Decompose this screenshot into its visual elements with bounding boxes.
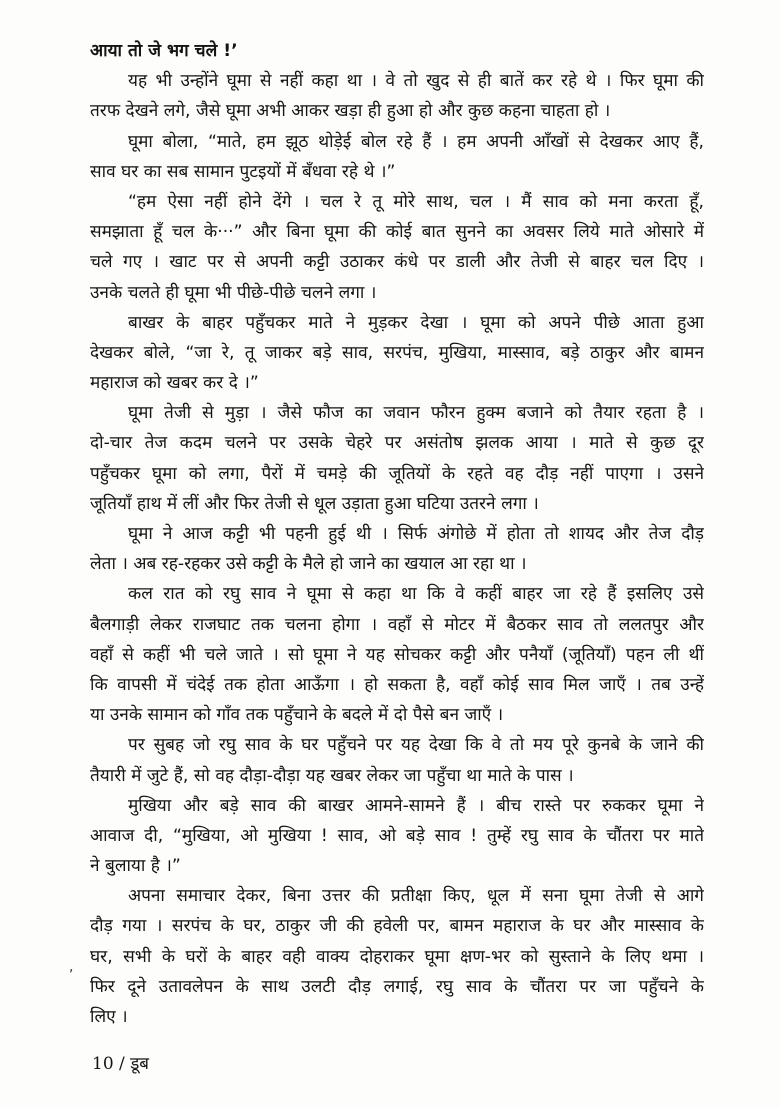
text-line: दो-चार तेज कदम चलने पर उसके चेहरे पर असंतोष झलक आया । माते से कुछ दूर bbox=[90, 433, 704, 454]
text-line: मुखिया और बड़े साव की बाखर आमने-सामने हैं । बीच रास्ते पर रुककर घूमा ने bbox=[128, 795, 704, 816]
text-line: कल रात को रघु साव ने घूमा से कहा था कि वे कहीं बाहर जा रहे हैं इसलिए उसे bbox=[128, 584, 704, 605]
text-line: तैयारी में जुटे हैं, सो वह दौड़ा-दौड़ा यह खबर लेकर जा पहुँचा था माते के पास । bbox=[90, 765, 574, 786]
text-line: घर, सभी के घरों के बाहर वही वाक्य दोहराकर घूमा क्षण-भर को सुस्ताने के लिए थमा । bbox=[90, 946, 704, 967]
text-line: महाराज को खबर कर दे ।” bbox=[90, 373, 259, 394]
text-line: अपना समाचार देकर, बिना उत्तर की प्रतीक्षा किए, धूल में सना घूमा तेजी से आगे bbox=[128, 886, 704, 907]
text-line: बैलगाड़ी लेकर राजघाट तक चलना होगा । वहाँ से मोटर में बैठकर साव तो ललतपुर और bbox=[90, 614, 704, 635]
text-line: ने बुलाया है ।” bbox=[90, 856, 181, 877]
text-line: “हम ऐसा नहीं होने देंगे । चल रे तू मोरे साथ, चल । मैं साव को मना करता हूँ, bbox=[128, 191, 704, 212]
text-line: कि वापसी में चंदेई तक होता आऊँगा । हो सकता है, वहाँ कोई साव मिल जाएँ । तब उन्हें bbox=[90, 674, 704, 695]
text-line: या उनके सामान को गाँव तक पहुँचाने के बदले में दो पैसे बन जाएँ । bbox=[90, 705, 504, 726]
text-line: आया तो जे भग चले !’ bbox=[90, 41, 238, 61]
page-number: 10 bbox=[92, 1054, 114, 1074]
text-line: यह भी उन्होंने घूमा से नहीं कहा था । वे तो खुद से ही बातें कर रहे थे । फिर घूमा की bbox=[128, 71, 704, 92]
text-line: दौड़ गया । सरपंच के घर, ठाकुर जी की हवेली पर, बामन महाराज के घर और मास्साव के bbox=[90, 916, 704, 937]
text-line: समझाता हूँ चल के···” और बिना घूमा की कोई बात सुनने का अवसर लिये माते ओसारे में bbox=[90, 222, 704, 243]
text-line: वहाँ से कहीं भी चले जाते । सो घूमा ने यह सोचकर कट्टी और पनैयाँ (जूतियाँ) पहन ली थीं bbox=[90, 644, 704, 665]
text-line: फिर दूने उतावलेपन के साथ उलटी दौड़ लगाई, रघु साव के चौंतरा पर जा पहुँचने के bbox=[90, 976, 704, 997]
print-speck: , bbox=[69, 959, 74, 975]
text-line: लेता । अब रह-रहकर उसे कट्टी के मैले हो जाने का खयाल आ रहा था । bbox=[90, 554, 527, 575]
book-title: डूब bbox=[130, 1054, 149, 1074]
text-line: घूमा ने आज कट्टी भी पहनी हुई थी । सिर्फ अंगोछे में होता तो शायद और तेज दौड़ bbox=[128, 524, 704, 544]
text-line: साव घर का सब सामान पुटइयों में बँधवा रहे थे ।” bbox=[90, 161, 396, 182]
text-line: तरफ देखने लगे, जैसे घूमा अभी आकर खड़ा ही हुआ हो और कुछ कहना चाहता हो । bbox=[90, 101, 611, 122]
text-line: जूतियाँ हाथ में लीं और फिर तेजी से धूल उड़ाता हुआ घटिया उतरने लगा । bbox=[90, 493, 539, 514]
text-line: उनके चलते ही घूमा भी पीछे-पीछे चलने लगा । bbox=[90, 282, 377, 303]
text-line: पर सुबह जो रघु साव के घर पहुँचने पर यह देखा कि वे तो मय पूरे कुनबे के जाने की bbox=[128, 735, 704, 756]
text-line: चले गए । खाट पर से अपनी कट्टी उठाकर कंधे पर डाली और तेजी से बाहर चल दिए । bbox=[90, 252, 704, 273]
text-line: बाखर के बाहर पहुँचकर माते ने मुड़कर देखा । घूमा को अपने पीछे आता हुआ bbox=[128, 312, 704, 333]
text-line: पहुँचकर घूमा को लगा, पैरों में चमड़े की जूतियों के रहते वह दौड़ नहीं पाएगा । उसने bbox=[90, 463, 704, 484]
text-line: आवाज दी, “मुखिया, ओ मुखिया ! साव, ओ बड़े साव ! तुम्हें रघु साव के चौंतरा पर माते bbox=[90, 825, 704, 846]
text-line: देखकर बोले, “जा रे, तू जाकर बड़े साव, सरपंच, मुखिया, मास्साव, बड़े ठाकुर और बामन bbox=[90, 342, 704, 363]
text-line: लिए । bbox=[90, 1007, 128, 1027]
body-text bbox=[90, 36, 704, 1032]
page-footer bbox=[92, 1052, 149, 1076]
text-line: घूमा तेजी से मुड़ा । जैसे फौज का जवान फौरन हुक्म बजाने को तैयार रहता है । bbox=[128, 403, 704, 424]
text-line: घूमा बोला, “माते, हम झूठ थोड़ेई बोल रहे हैं । हम अपनी आँखों से देखकर आए हैं, bbox=[128, 131, 704, 152]
footer-separator: / bbox=[113, 1054, 131, 1074]
